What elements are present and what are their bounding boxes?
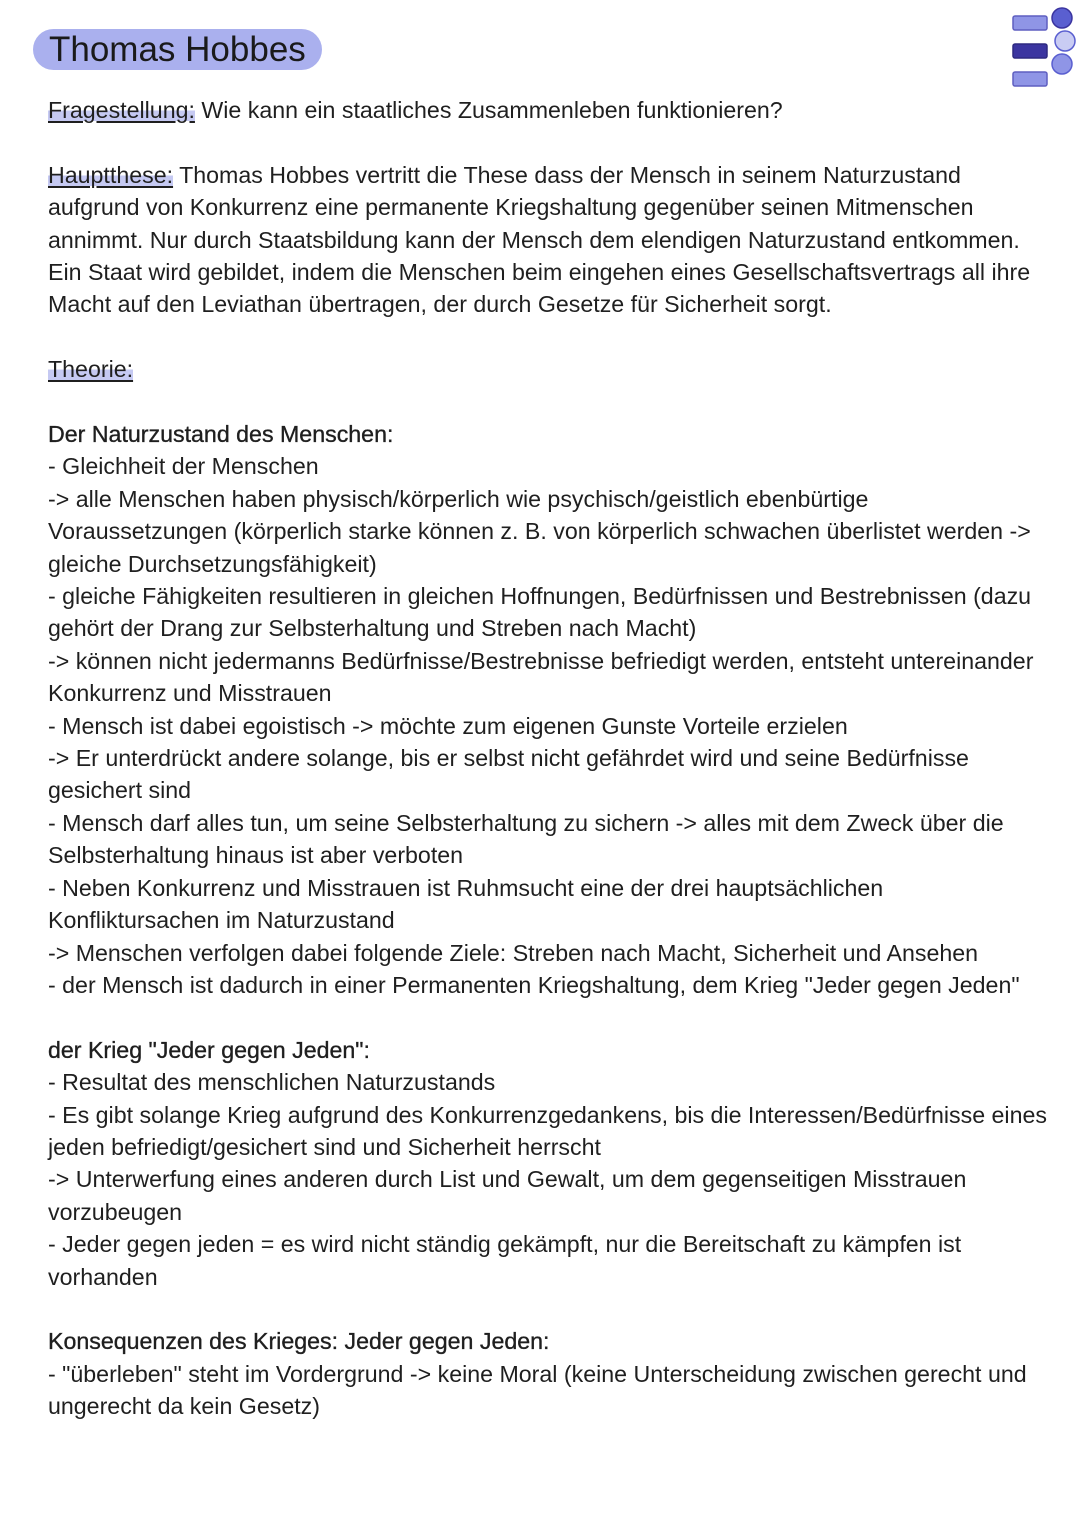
theorie-label: Theorie: <box>48 356 134 383</box>
hauptthese-text: Thomas Hobbes vertritt die These dass der Mensch in seinem Naturzustand aufgrund von Konkurrenz eine permanente Kriegshaltung gegenüber seinen Mitmenschen annimmt. Nur durch Staatsbildung kann der Mensch dem elendigen Naturzustand entkommen. Ein Staat wird gebildet, indem die Menschen beim eingehen eines Gesellschaftsvertrags all ihre Macht auf den Leviathan übertragen, der durch Gesetze für Sicherheit sorgt. <box>48 161 1031 318</box>
list-item: - Mensch ist dabei egoistisch -> möchte zum eigenen Gunste Vorteile erzielen <box>48 712 848 739</box>
list-item: -> können nicht jedermanns Bedürfnisse/Bestrebnisse befriedigt werden, entsteht untereinander Konkurrenz und Misstrauen <box>48 647 1034 707</box>
list-item: - Neben Konkurrenz und Misstrauen ist Ruhmsucht eine der drei hauptsächlichen Konfliktursachen im Naturzustand <box>48 874 884 934</box>
frage-text: Wie kann ein staatliches Zusammenleben funktionieren? <box>194 97 783 123</box>
list-item: - Jeder gegen jeden = es wird nicht ständig gekämpft, nur die Bereitschaft zu kämpfen ist vorhanden <box>48 1231 962 1290</box>
list-item: -> Unterwerfung eines anderen durch List und Gewalt, um dem gegenseitigen Misstrauen vorzubeugen <box>48 1166 967 1225</box>
document-body <box>48 94 1048 1423</box>
list-item: - gleiche Fähigkeiten resultieren in gleichen Hoffnungen, Bedürfnissen und Bestrebnissen (dazu gehört der Drang zur Selbsterhaltung und Streben nach Macht) <box>48 583 1032 642</box>
logo-icon <box>1010 6 1080 96</box>
list-item: -> alle Menschen haben physisch/körperlich wie psychisch/geistlich ebenbürtige Voraussetzungen (körperlich starke können z. B. von körperlich schwachen überlistet werden -> gleiche Durchsetzungsfähigkeit) <box>48 485 1031 577</box>
section-heading: Konsequenzen des Krieges: Jeder gegen Jeden: <box>48 1328 550 1355</box>
list-item: - Es gibt solange Krieg aufgrund des Konkurrenzgedankens, bis die Interessen/Bedürfnisse eines jeden befriedigt/gesichert sind und Sicherheit herrscht <box>48 1101 1047 1160</box>
section-heading: Der Naturzustand des Menschen: <box>48 421 394 448</box>
theorie-paragraph <box>48 353 1048 385</box>
list-item: - der Mensch ist dadurch in einer Permanenten Kriegshaltung, dem Krieg "Jeder gegen Jeden" <box>48 971 1020 998</box>
hauptthese-label: Hauptthese: <box>48 161 174 188</box>
section-krieg <box>48 1034 1048 1293</box>
list-item: - "überleben" steht im Vordergrund -> keine Moral (keine Unterscheidung zwischen gerecht und ungerecht da kein Gesetz) <box>48 1360 1027 1420</box>
list-item: -> Er unterdrückt andere solange, bis er selbst nicht gefährdet wird und seine Bedürfnisse gesichert sind <box>48 745 969 804</box>
list-item: - Mensch darf alles tun, um seine Selbsterhaltung zu sichern -> alles mit dem Zweck über die Selbsterhaltung hinaus ist aber verboten <box>48 809 1004 869</box>
frage-paragraph <box>48 94 1048 126</box>
section-konsequenzen <box>48 1325 1048 1422</box>
list-item: -> Menschen verfolgen dabei folgende Ziele: Streben nach Macht, Sicherheit und Ansehen <box>48 939 979 966</box>
list-item: - Gleichheit der Menschen <box>48 453 319 480</box>
hauptthese-paragraph <box>48 159 1048 321</box>
section-heading: der Krieg "Jeder gegen Jeden": <box>48 1036 370 1063</box>
list-item: - Resultat des menschlichen Naturzustands <box>48 1069 496 1096</box>
section-naturzustand <box>48 418 1048 1001</box>
page-title: Thomas Hobbes <box>33 29 322 70</box>
frage-label: Fragestellung: <box>48 97 195 123</box>
